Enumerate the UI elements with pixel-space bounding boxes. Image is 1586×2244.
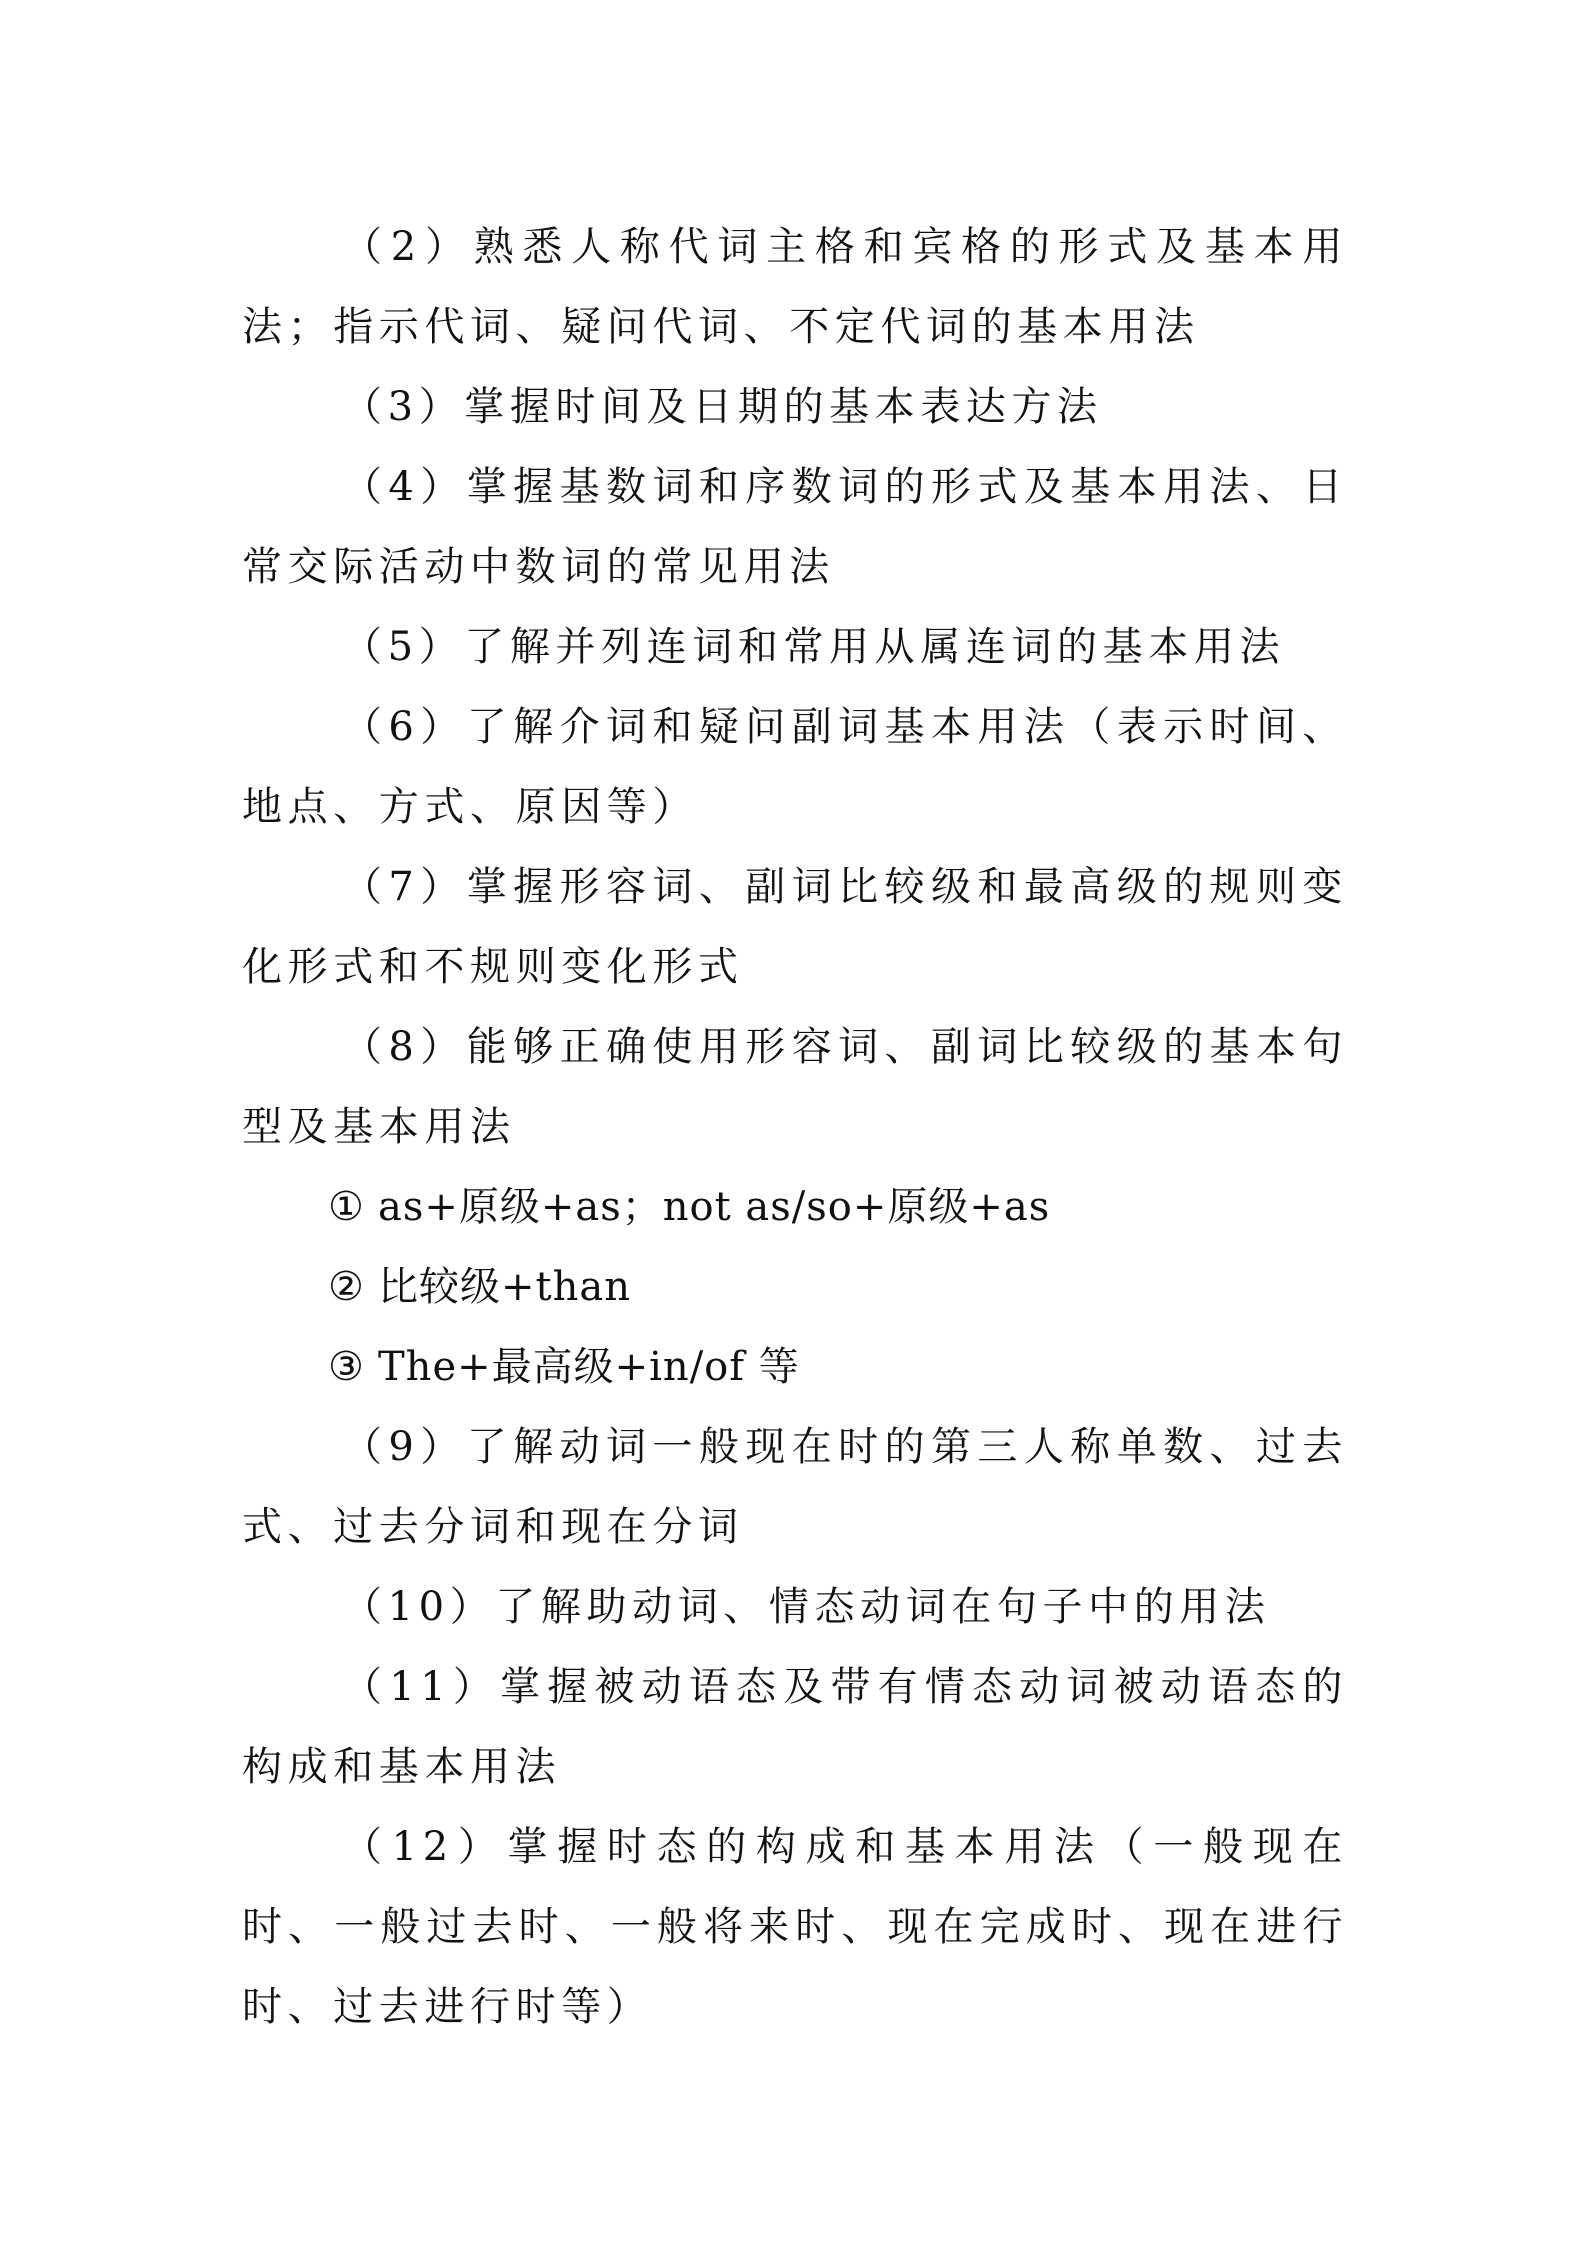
pattern-item-2 bbox=[242, 1247, 1348, 1327]
document-body bbox=[242, 207, 1348, 2047]
pattern-marker: ③ bbox=[328, 1344, 365, 1390]
list-item-10: （10）了解助动词、情态动词在句子中的用法 bbox=[342, 1584, 1271, 1630]
list-item-6: （6）了解介词和疑问副词基本用法（表示时间、地点、方式、原因等） bbox=[242, 704, 1348, 830]
list-item-9: （9）了解动词一般现在时的第三人称单数、过去式、过去分词和现在分词 bbox=[242, 1424, 1348, 1550]
pattern-text: The+最高级+in/of 等 bbox=[378, 1344, 800, 1390]
list-item-11: （11）掌握被动语态及带有情态动词被动语态的构成和基本用法 bbox=[242, 1664, 1348, 1790]
pattern-marker: ① bbox=[328, 1184, 365, 1230]
pattern-item-1 bbox=[242, 1167, 1348, 1247]
pattern-text: 比较级+than bbox=[378, 1264, 631, 1310]
pattern-marker: ② bbox=[328, 1264, 365, 1310]
pattern-item-3 bbox=[242, 1327, 1348, 1407]
list-item-2: （2）熟悉人称代词主格和宾格的形式及基本用法；指示代词、疑问代词、不定代词的基本用法 bbox=[242, 224, 1348, 350]
list-item-8: （8）能够正确使用形容词、副词比较级的基本句型及基本用法 bbox=[242, 1024, 1348, 1150]
list-item-12: （12）掌握时态的构成和基本用法（一般现在时、一般过去时、一般将来时、现在完成时、现在进行时、过去进行时等） bbox=[242, 1824, 1348, 2030]
list-item-4: （4）掌握基数词和序数词的形式及基本用法、日常交际活动中数词的常见用法 bbox=[242, 464, 1348, 590]
list-item-5: （5）了解并列连词和常用从属连词的基本用法 bbox=[342, 624, 1286, 670]
list-item-3: （3）掌握时间及日期的基本表达方法 bbox=[342, 384, 1103, 430]
pattern-text: as+原级+as；not as/so+原级+as bbox=[378, 1184, 1051, 1230]
list-item-7: （7）掌握形容词、副词比较级和最高级的规则变化形式和不规则变化形式 bbox=[242, 864, 1348, 990]
